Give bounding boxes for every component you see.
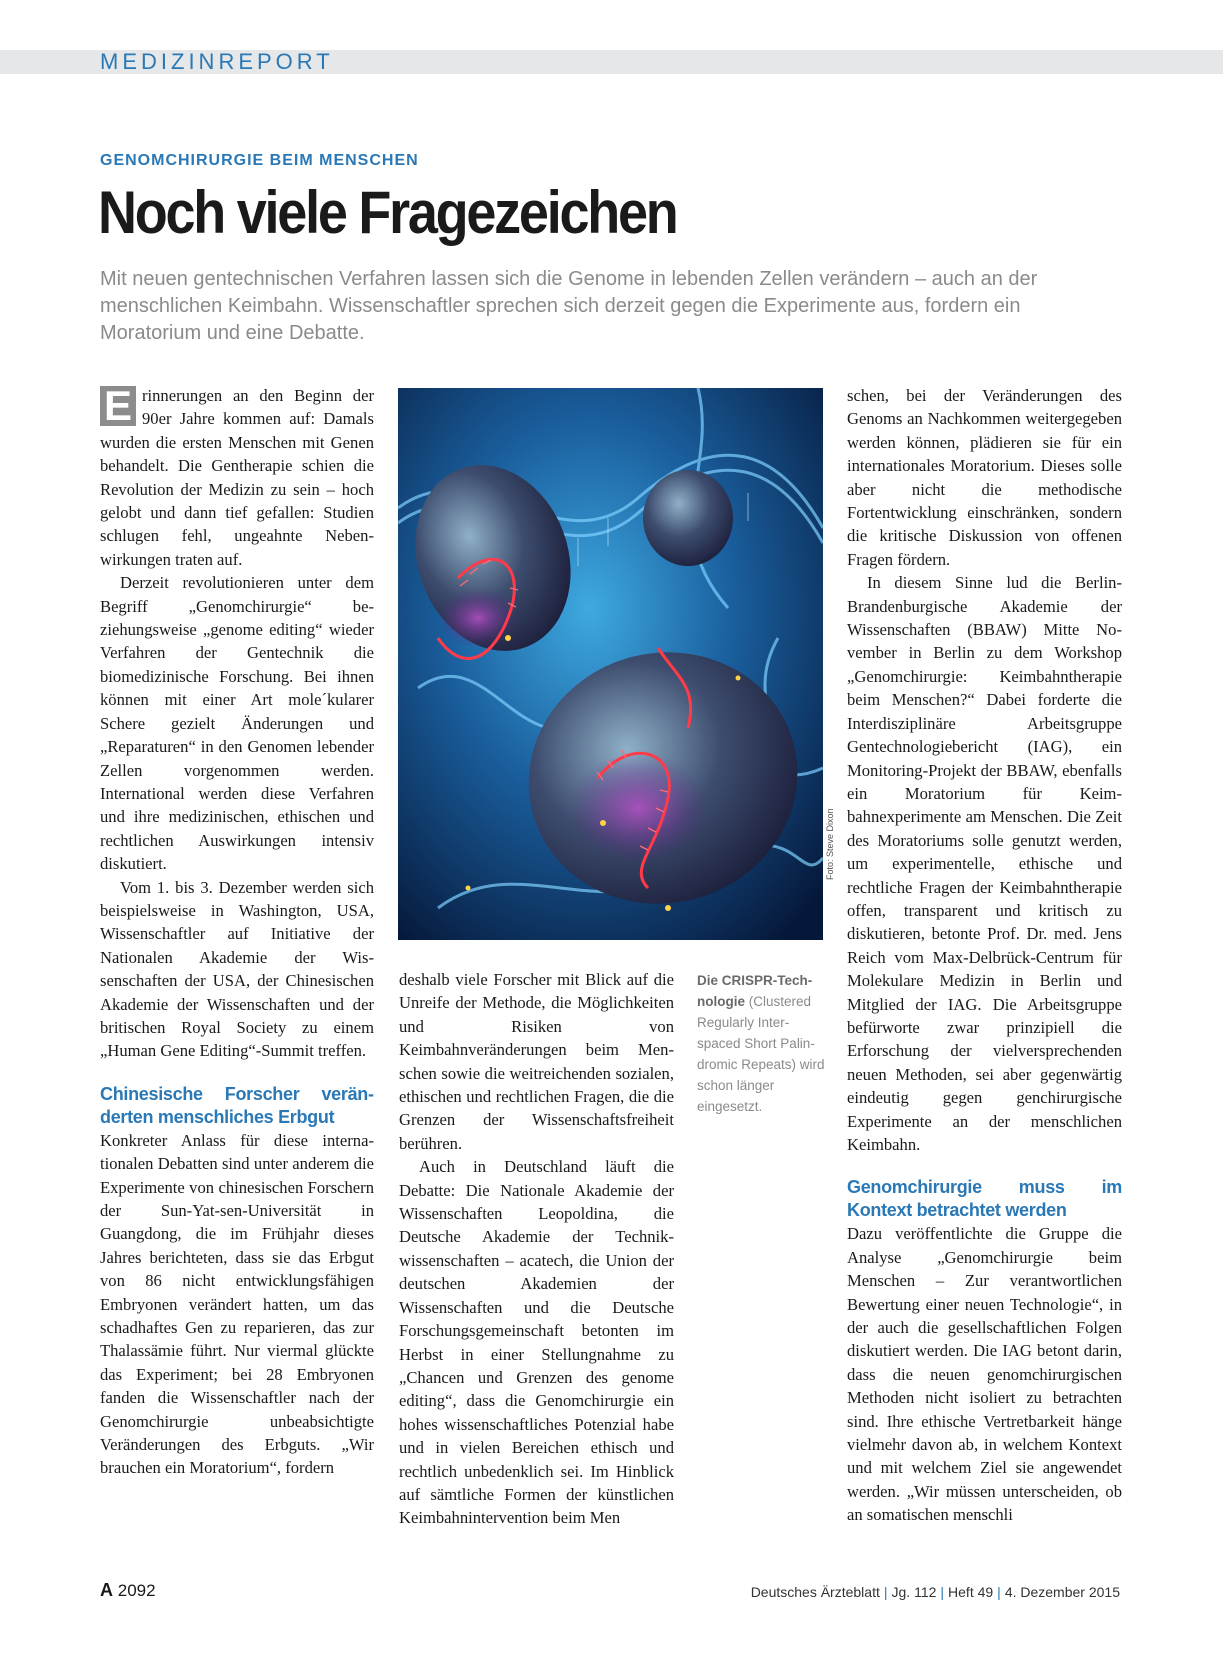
- text-column-2: [399, 968, 674, 1530]
- page-number-value: 2092: [117, 1581, 156, 1600]
- issue-date: 4. Dezember 2015: [1004, 1584, 1120, 1600]
- article-kicker: GENOMCHIRURGIE BEIM MENSCHEN: [100, 152, 419, 169]
- caption-bold: Die CRISPR-Technologie: [697, 973, 813, 1009]
- article-lead: Mit neuen gentechnischen Verfahren lassen sich die Genome in lebenden Zellen verändern – auch an der menschlichen Keimbahn. Wissenschaftler sprechen sich derzeit gegen die Experimente aus, fordern ein Moratorium und eine Debatte.: [100, 268, 1038, 344]
- journal-name: Deutsches Ärzteblatt: [750, 1584, 880, 1600]
- page-number: [100, 1580, 156, 1601]
- subheading: Genomchirurgie muss im Kontext betrachtet werden: [847, 1177, 1122, 1221]
- paragraph-text: rinnerungen an den Beginn der 90er Jahre kommen auf: Damals wurden die ersten Menschen mit Genen behandelt. Die Gentherapie schien die Revolution der Medizin zu sein – hoch gelobt und dann tief gefallen: Studien schlugen fehl, ungeahnte Nebenwirkungen traten auf.: [100, 386, 374, 569]
- drop-cap: E: [100, 386, 136, 426]
- journal-volume: Jg. 112: [891, 1584, 937, 1600]
- article-title: Noch viele Fragezeichen: [98, 179, 677, 246]
- paragraph: [100, 384, 374, 571]
- paragraph: schen, bei der Veränderungen des Genoms an Nachkommen weitergegeben werden können, plädieren sie für ein internationales Moratorium. Dieses solle aber nicht die methodische Fortentwicklung einschränken, sondern die kritische Diskussion von offenen Fragen fördern.: [847, 386, 1122, 569]
- subheading: Chinesische Forscher veränderten menschliches Erbgut: [100, 1083, 374, 1127]
- caption-text: (Clustered Regularly Interspaced Short Palindromic Repeats) wird schon länger eingesetzt.: [697, 994, 825, 1114]
- photo-credit: Foto: Steve Dixon: [825, 808, 835, 880]
- text-column-1: [100, 384, 374, 1480]
- text-column-3: [847, 384, 1122, 1527]
- paragraph: Auch in Deutschland läuft die Debatte: Die Nationale Akademie der Wissenschaften Leopoldina, die Deutsche Akademie der Technikwissenschaften – acatech, die Union der deutschen Akademien der Wissenschaften und die Deutsche Forschungsgemeinschaft betonten im Herbst in einer Stellungnahme zu „Chancen und Grenzen des genome editing“, dass die Genomchirurgie ein hohes wissenschaftliches Potenzial habe und in vielen Bereichen ethisch und rechtlich unbedenklich sei. Im Hinblick auf sämtliche Formen der künstlichen Keimbahnintervention beim Men: [399, 1157, 674, 1528]
- journal-issue: Heft 49: [948, 1584, 994, 1600]
- image-caption: [697, 970, 827, 1117]
- paragraph: Konkreter Anlass für diese internationalen Debatten sind unter anderem die Experimente von chinesischen Forschern der Sun-Yat-sen-Universität in Guangdong, die im Frühjahr dieses Jahres berichteten, dass sie das Erbgut von 86 nicht entwicklungsfähigen Embryonen verändert hatten, um das schadhaftes Gen zu reparieren, das zur Thalassämie führt. Nur viermal glückte das Experiment; bei 28 Embryonen fanden die Wissenschaftler nach der Genomchirurgie unbeabsichtigte Veränderungen des Erbguts. „Wir brauchen ein Moratorium“, fordern: [100, 1130, 374, 1478]
- paragraph: deshalb viele Forscher mit Blick auf die Unreife der Methode, die Möglichkeiten und Risiken von Keimbahnveränderungen beim Menschen sowie die weitreichenden sozialen, ethischen und rechtlichen Fragen, die die Grenzen der Wissenschaftsfreiheit berühren.: [399, 970, 674, 1153]
- paragraph: Derzeit revolutionieren unter dem Begriff „Genomchirurgie“ beziehungsweise „genome editing“ wieder Verfahren der Gentechnik die biomedizinische Forschung. Bei ihnen können mit einer Art mole´kularer Schere gezielt Änderungen und „Reparaturen“ in den Genomen lebender Zellen vorgenommen werden. International werden diese Verfahren und ihre medizinischen, ethischen und rechtlichen Auswirkungen intensiv diskutiert.: [100, 573, 374, 874]
- paragraph: Dazu veröffentlichte die Gruppe die Analyse „Genomchirurgie beim Menschen – Zur verantwortlichen Bewertung einer neuen Technologie“, in der auch die gesellschaftlichen Folgen diskutiert werden. Die IAG betont darin, dass die neuen genomchirurgischen Methoden nicht isoliert zu betrachten sind. Ihre ethische Vertretbarkeit hänge vielmehr davon ab, in welchem Kontext und mit welchem Ziel sie angewendet werden. „Wir müssen unterscheiden, ob an somatischen menschli: [847, 1224, 1122, 1525]
- section-label: MEDIZINREPORT: [100, 49, 334, 74]
- footer-citation: Deutsches Ärzteblatt | Jg. 112 | Heft 49 | 4. Dezember 2015: [750, 1584, 1120, 1600]
- paragraph: Vom 1. bis 3. Dezember werden sich beispielsweise in Washington, USA, Wissenschaftler auf Initiative der Nationalen Akademie der Wissenschaften der USA, der Chinesischen Akademie der Wissenschaften und der britischen Royal Society zu einem „Human Gene Editing“-Summit treffen.: [100, 877, 374, 1061]
- crispr-illustration: [398, 388, 823, 940]
- paragraph: In diesem Sinne lud die Berlin-Brandenburgische Akademie der Wissenschaften (BBAW) Mitte November in Berlin zu dem Workshop „Genomchirurgie: Keimbahntherapie beim Menschen?“ Dabei forderte die Interdisziplinäre Arbeitsgruppe Gentechnologiebericht (IAG), ein Monitoring-Projekt der BBAW, ebenfalls ein Moratorium für Keimbahnexperimente am Menschen. Die Zeit des Moratoriums solle genutzt werden, um experimentelle, ethische und rechtliche Fragen der Keimbahntherapie offen, transparent und kritisch zu diskutieren, betonte Prof. Dr. med. Jens Reich vom Max-Delbrück-Centrum für Molekulare Medizin in Berlin und Mitglied der IAG. Die Arbeitsgruppe befürworte zwar prinzipiell die Erforschung der vielversprechenden neuen Methoden, sei aber gegenwärtig eindeutig gegen genchirurgische Experimente an der menschlichen Keimbahn.: [847, 573, 1122, 1154]
- page-prefix: A: [100, 1580, 113, 1600]
